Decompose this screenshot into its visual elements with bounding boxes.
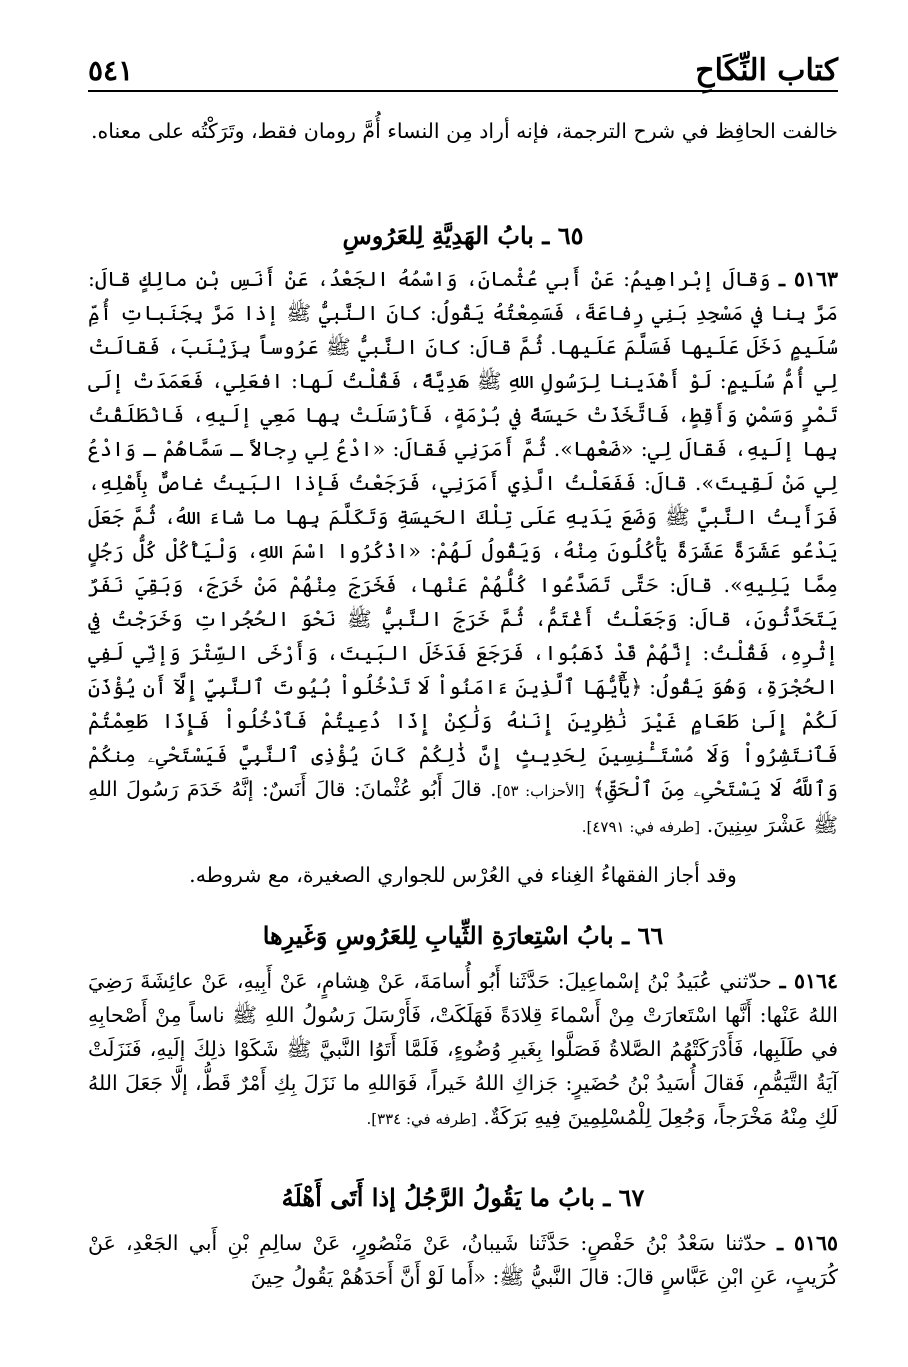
quran-reference: [الأحزاب: ٥٣] [496, 782, 585, 800]
page-header [88, 50, 838, 92]
page-number: ٥٤١ [88, 54, 134, 87]
hadith-text: حدّثني عُبَيدُ بْنُ إسْماعِيلَ: حَدَّثَنا أَبُو أُسامَةَ، عَنْ هِشامٍ، عَنْ أَبِيهِ، عَنْ عائِشَةَ رَضِيَ اللهُ عَنْها: أَنَّها اسْتَعارَتْ مِنْ أَسْماءَ قِلادَةً فَهَلَكَتْ، فَأَرْسَلَ رَسُولُ اللهِ ﷺ ناساً مِنْ أَصْحابِهِ في طَلَبِها، فَأَدْرَكَتْهُمُ الصَّلاةُ فَصَلَّوا بِغَيرِ وُضُوءٍ، فَلَمَّا أَتَوُا النَّبيَّ ﷺ شَكَوْا ذلِكَ إلَيهِ، فَنَزَلَتْ آيَةُ التَّيَمُّمِ، فَقالَ أُسَيدُ بْنُ حُضَيرٍ: جَزاكِ اللهُ خَيراً، فَوَاللهِ ما نَزَلَ بِكِ أَمْرٌ قَطُّ، إلَّا جَعَلَ اللهُ لَكِ مِنْهُ مَخْرَجاً، وَجُعِلَ لِلْمُسْلِمِينَ فِيهِ بَرَكَةٌ. [88, 969, 838, 1129]
cross-reference: [طرفه في: ٣٣٤]. [366, 1110, 477, 1128]
hadith-5165 [88, 1226, 838, 1294]
hadith-5163 [88, 262, 838, 844]
hadith-5164 [88, 964, 838, 1136]
book-title: كتاب النِّكَاحِ [695, 53, 838, 88]
chapter-65-heading: ٦٥ ـ بابُ الهَدِيَّةِ لِلعَرُوسِ [342, 221, 584, 250]
chapter-67-heading: ٦٧ ـ بابُ ما يَقُولُ الرَّجُلُ إذا أَتَى أَهْلَهُ [281, 1183, 645, 1212]
jurist-note: وقد أجاز الفقهاءُ الغِناء في العُرْس للجواري الصغيرة، مع شروطه. [189, 863, 737, 887]
cross-reference: [طرفه في: ٤٧٩١]. [581, 818, 701, 836]
chapter-66-heading: ٦٦ ـ بابُ اسْتِعارَةِ الثِّيابِ لِلعَرُوسِ وَغَيرِها [262, 921, 664, 950]
hadith-text: وَقالَ إبْراهِيمُ: عَنْ أَبي عُثْمانَ، وَاسْمُهُ الجَعْدُ، عَنْ أَنَسِ بْنِ مالِكٍ قالَ: مَرَّ بِنا في مَسْجِدِ بَنِي رِفاعَةَ، فَسَمِعْتُهُ يَقُولُ: كانَ النَّبيُّ ﷺ إذا مَرَّ بِجَنَباتِ أُمِّ سُلَيمٍ دَخَلَ عَلَيها فَسَلَّمَ عَلَيها. ثُمَّ قالَ: كانَ النَّبيُّ ﷺ عَرُوساً بِزَيْنَبَ، فَقالَتْ لِي أُمُّ سُلَيمٍ: لَوْ أَهْدَينا لِرَسُولِ اللهِ ﷺ هَدِيَّةً، فَقُلْتُ لَها: افعَلِي، فَعَمَدَتْ إلَى تَمْرٍ وَسَمْنٍ وَأَقِطٍ، فَاتَّخَذَتْ حَيسَةً في بُرْمَةٍ، فَأَرْسَلَتْ بِها مَعِي إلَيهِ، فَانْطَلَقْتُ بِها إلَيهِ، فَقالَ لِي: «ضَعْها». ثُمَّ أَمَرَنِي فَقالَ: «ادْعُ لِي رِجالاً ـ سَمَّاهُمْ ـ وَادْعُ لِي مَنْ لَقِيتَ». قالَ: فَفَعَلْتُ الَّذِي أَمَرَنِي، فَرَجَعْتُ فَإذا البَيتُ غاصٌّ بِأَهْلِهِ، فَرَأَيتُ النَّبيَّ ﷺ وَضَعَ يَدَيهِ عَلَى تِلْكَ الحَيسَةِ وَتَكَلَّمَ بِها ما شاءَ اللهُ، ثُمَّ جَعَلَ يَدْعُو عَشَرَةً عَشَرَةً يَأْكُلُونَ مِنْهُ، وَيَقُولُ لَهُمْ: «اذْكُرُوا اسْمَ اللهِ، وَلْيَأْكُلْ كُلُّ رَجُلٍ مِمَّا يَلِيهِ». قالَ: حَتَّى تَصَدَّعُوا كُلُّهُمْ عَنْها، فَخَرَجَ مِنْهُمْ مَنْ خَرَجَ، وَبَقِيَ نَفَرٌ يَتَحَدَّثُونَ، قالَ: وَجَعَلْتُ أَغْتَمُّ، ثُمَّ خَرَجَ النَّبيُّ ﷺ نَحْوَ الحُجُراتِ وَخَرَجْتُ فِي إثْرِهِ، فَقُلْتُ: إنَّهُمْ قَدْ ذَهَبُوا، فَرَجَعَ فَدَخَلَ البَيتَ، وَأَرْخَى السِّتْرَ وَإنِّي لَفِي الحُجْرَةِ، وَهُوَ يَقُولُ: ﴿يَٰٓأَيُّهَا ٱلَّذِينَ ءَامَنُواْ لَا تَدْخُلُواْ بُيُوتَ ٱلنَّبِيِّ إِلَّآ أَن يُؤْذَنَ لَكُمْ إِلَىٰ طَعَامٍ غَيْرَ نَٰظِرِينَ إِنَىٰهُ وَلَٰكِنْ إِذَا دُعِيتُمْ فَٱدْخُلُواْ فَإِذَا طَعِمْتُمْ فَٱنتَشِرُواْ وَلَا مُسْتَـْٔنِسِينَ لِحَدِيثٍ إِنَّ ذَٰلِكُمْ كَانَ يُؤْذِى ٱلنَّبِيَّ فَيَسْتَحْىِۦ مِنكُمْ وَٱللَّهُ لَا يَسْتَحْىِۦ مِنَ ٱلْحَقِّ﴾ [88, 267, 838, 801]
hadith-text: حدّثنا سَعْدُ بْنُ حَفْصٍ: حَدَّثَنا شَيبانُ، عَنْ مَنْصُورٍ، عَنْ سالِمِ بْنِ أَبي الجَعْدِ، عَنْ كُرَيبٍ، عَنِ ابْنِ عَبَّاسٍ قالَ: قالَ النَّبيُّ ﷺ: «أَما لَوْ أَنَّ أَحَدَهُمْ يَقُولُ حِينَ [88, 1231, 838, 1289]
hadith-number: ٥١٦٤ ـ [779, 969, 838, 993]
hadith-text-continued: . قالَ أَبُو عُثْمانَ: قالَ أَنَسٌ: إنَّهُ خَدَمَ رَسُولَ اللهِ ﷺ عَشْرَ سِنِينَ. [88, 777, 838, 837]
hadith-number: ٥١٦٣ ـ [778, 267, 838, 291]
intro-paragraph: خالفت الحافِظ في شرح الترجمة، فإنه أراد مِن النساء أُمَّ رومان فقط، وتَرَكْتُه على معناه. [90, 119, 838, 143]
hadith-number: ٥١٦٥ ـ [777, 1231, 838, 1255]
